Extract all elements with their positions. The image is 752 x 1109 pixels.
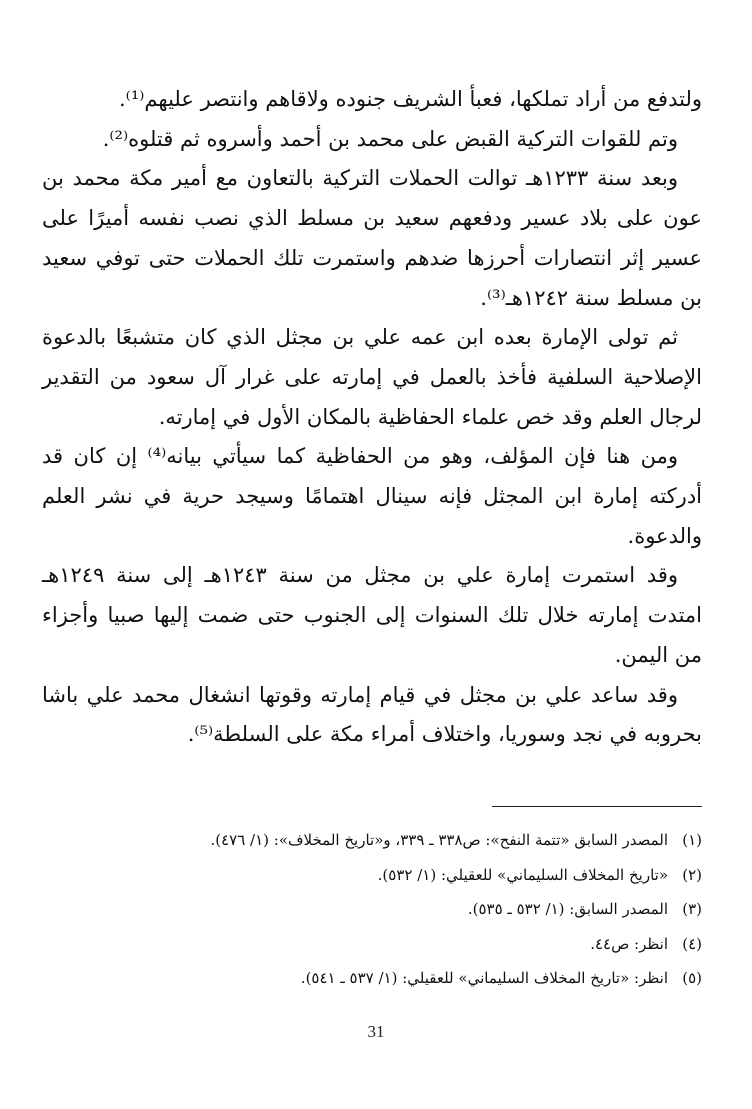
page-number: 31 <box>367 1022 385 1041</box>
footnote-number: (٢) <box>682 865 702 884</box>
footnote-number: (٣) <box>682 900 702 918</box>
footnote-text: انظر: ص٤٤. <box>590 934 668 953</box>
main-text <box>42 80 702 755</box>
footnote-text: المصدر السابق «تتمة النفح»: ص٣٣٨ ـ ٣٣٩، و«تاريخ المخلاف»: (١/ ٤٧٦). <box>210 831 668 849</box>
paragraph: وقد ساعد علي بن مجثل في قيام إمارته وقوتها انشغال محمد علي باشا بحروبه في نجد وسوريا، واختلاف أمراء مكة على السلطة⁽⁵⁾. <box>42 682 702 747</box>
footnote-number: (٤) <box>682 934 702 953</box>
footnote <box>42 892 702 927</box>
footnote-text: المصدر السابق: (١/ ٥٣٢ ـ ٥٣٥). <box>467 900 668 918</box>
footnote <box>42 858 702 893</box>
paragraph: وبعد سنة ١٢٣٣هـ توالت الحملات التركية بالتعاون مع أمير مكة محمد بن عون على بلاد عسير ودفعهم سعيد بن مسلط الذي نصب نفسه أميرًا على عسير إثر انتصارات أحرزها ضدهم واستمرت تلك الحملات حتى توفي سعيد بن مسلط سنة ١٢٤٢هـ⁽³⁾. <box>42 166 702 310</box>
footnote <box>42 927 702 962</box>
footnote-text: انظر: «تاريخ المخلاف السليماني» للعقيلي: (١/ ٥٣٧ ـ ٥٤١). <box>300 969 668 987</box>
footnote-number: (٥) <box>682 969 702 987</box>
footnote-number: (١) <box>682 831 702 849</box>
footnotes-list <box>42 823 702 996</box>
footnote-text: «تاريخ المخلاف السليماني» للعقيلي: (١/ ٥٣٢). <box>377 865 668 884</box>
footnote <box>42 961 702 996</box>
paragraph: وتم للقوات التركية القبض على محمد بن أحمد وأسروه ثم قتلوه⁽²⁾. <box>102 126 678 151</box>
paragraph: ولتدفع من أراد تملكها، فعبأ الشريف جنوده ولاقاهم وانتصر عليهم⁽¹⁾. <box>119 87 702 111</box>
paragraph: ومن هنا فإن المؤلف، وهو من الحفاظية كما سيأتي بيانه⁽⁴⁾ إن كان قد أدركته إمارة ابن المجثل فإنه سينال اهتمامًا وسيجد حرية في نشر العلم والدعوة. <box>42 444 702 548</box>
paragraph: وقد استمرت إمارة علي بن مجثل من سنة ١٢٤٣هـ إلى سنة ١٢٤٩هـ امتدت إمارته خلال تلك السنوات إلى الجنوب حتى ضمت إليها صبيا وأجزاء من اليمن. <box>42 563 702 667</box>
footnote <box>42 823 702 858</box>
paragraph: ثم تولى الإمارة بعده ابن عمه علي بن مجثل الذي كان متشبعًا بالدعوة الإصلاحية السلفية فأخذ بالعمل في إمارته على غرار آل سعود من التقدير لرجال العلم وقد خص علماء الحفاظية بالمكان الأول في إمارته. <box>42 325 702 429</box>
footnote-divider <box>492 806 702 807</box>
